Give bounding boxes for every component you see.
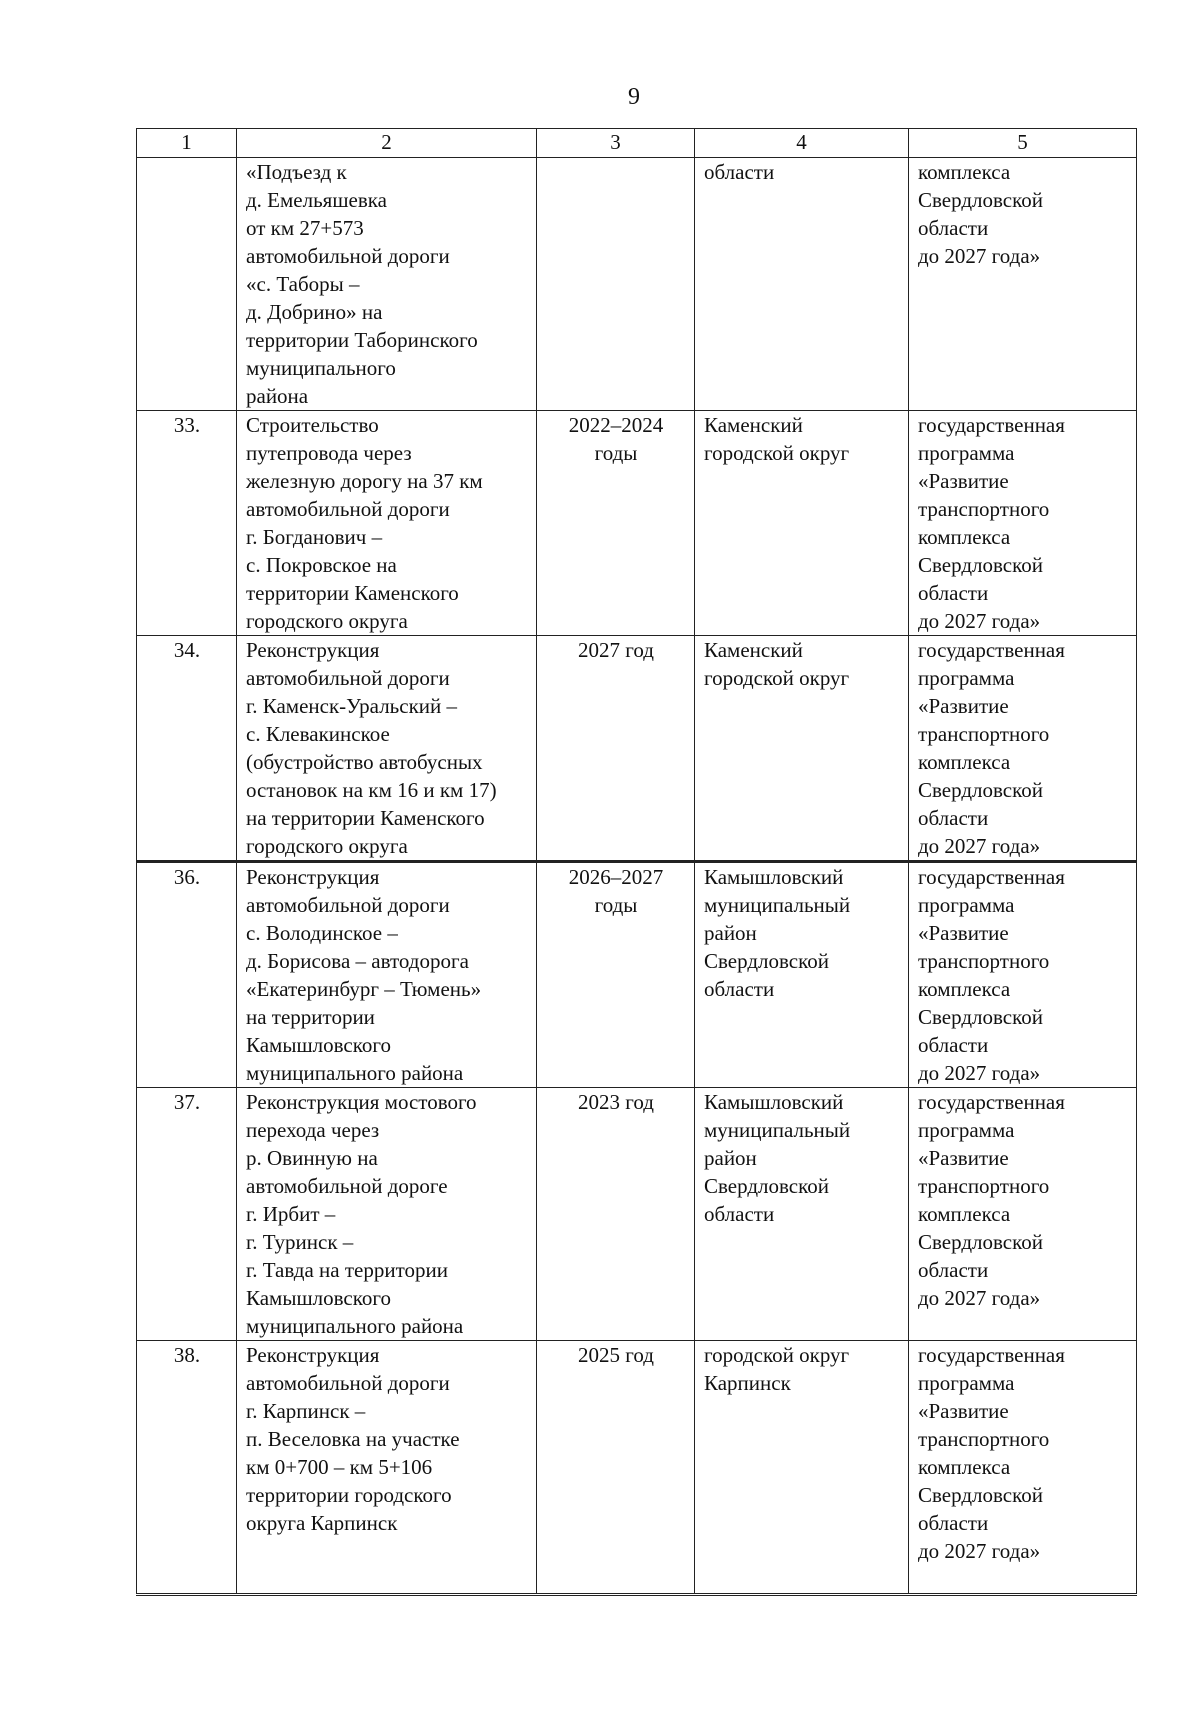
column-number-2: 2 (237, 129, 537, 158)
table-header-row (137, 129, 1137, 158)
row-number: 38. (137, 1341, 237, 1595)
column-number-1: 1 (137, 129, 237, 158)
table-row (137, 1341, 1137, 1595)
projects-table (136, 128, 1137, 1596)
territory-cell: Каменский городской округ (695, 411, 909, 636)
table-row (137, 1088, 1137, 1341)
program-cell: государственная программа «Развитие транспортного комплекса Свердловской области до 2027 года» (909, 411, 1137, 636)
object-name-cell: Строительство путепровода через железную дорогу на 37 км автомобильной дороги г. Богданович – с. Покровское на территории Каменского городского округа (237, 411, 537, 636)
object-name-cell: Реконструкция автомобильной дороги с. Володинское – д. Борисова – автодорога «Екатеринбург – Тюмень» на территории Камышловского муниципального района (237, 862, 537, 1088)
territory-cell: области (695, 158, 909, 411)
table-row (137, 158, 1137, 411)
object-name-cell: Реконструкция автомобильной дороги г. Каменск-Уральский – с. Клевакинское (обустройство автобусных остановок на км 16 и км 17) на территории Каменского городского округа (237, 636, 537, 862)
territory-cell: Камышловский муниципальный район Свердловской области (695, 1088, 909, 1341)
territory-cell: Камышловский муниципальный район Свердловской области (695, 862, 909, 1088)
row-number: 36. (137, 862, 237, 1088)
table-row (137, 636, 1137, 862)
row-number: 33. (137, 411, 237, 636)
period-cell: 2026–2027 годы (537, 862, 695, 1088)
object-name-cell: Реконструкция мостового перехода через р. Овинную на автомобильной дороге г. Ирбит – г. Туринск – г. Тавда на территории Камышловского муниципального района (237, 1088, 537, 1341)
table-row (137, 411, 1137, 636)
object-name-cell: «Подъезд к д. Емельяшевка от км 27+573 автомобильной дороги «с. Таборы – д. Добрино» на территории Таборинского муниципального района (237, 158, 537, 411)
program-cell: государственная программа «Развитие транспортного комплекса Свердловской области до 2027 года» (909, 636, 1137, 862)
column-number-3: 3 (537, 129, 695, 158)
column-number-4: 4 (695, 129, 909, 158)
period-cell: 2027 год (537, 636, 695, 862)
program-cell: комплекса Свердловской области до 2027 года» (909, 158, 1137, 411)
row-number (137, 158, 237, 411)
program-cell: государственная программа «Развитие транспортного комплекса Свердловской области до 2027 года» (909, 1088, 1137, 1341)
page-number: 9 (628, 84, 640, 110)
program-cell: государственная программа «Развитие транспортного комплекса Свердловской области до 2027 года» (909, 862, 1137, 1088)
territory-cell: городской округ Карпинск (695, 1341, 909, 1595)
period-cell (537, 158, 695, 411)
period-cell: 2025 год (537, 1341, 695, 1595)
row-number: 37. (137, 1088, 237, 1341)
territory-cell: Каменский городской округ (695, 636, 909, 862)
period-cell: 2023 год (537, 1088, 695, 1341)
column-number-5: 5 (909, 129, 1137, 158)
program-cell: государственная программа «Развитие транспортного комплекса Свердловской области до 2027 года» (909, 1341, 1137, 1595)
object-name-cell: Реконструкция автомобильной дороги г. Карпинск – п. Веселовка на участке км 0+700 – км 5+106 территории городского округа Карпинск (237, 1341, 537, 1595)
table-row (137, 862, 1137, 1088)
period-cell: 2022–2024 годы (537, 411, 695, 636)
row-number: 34. (137, 636, 237, 862)
